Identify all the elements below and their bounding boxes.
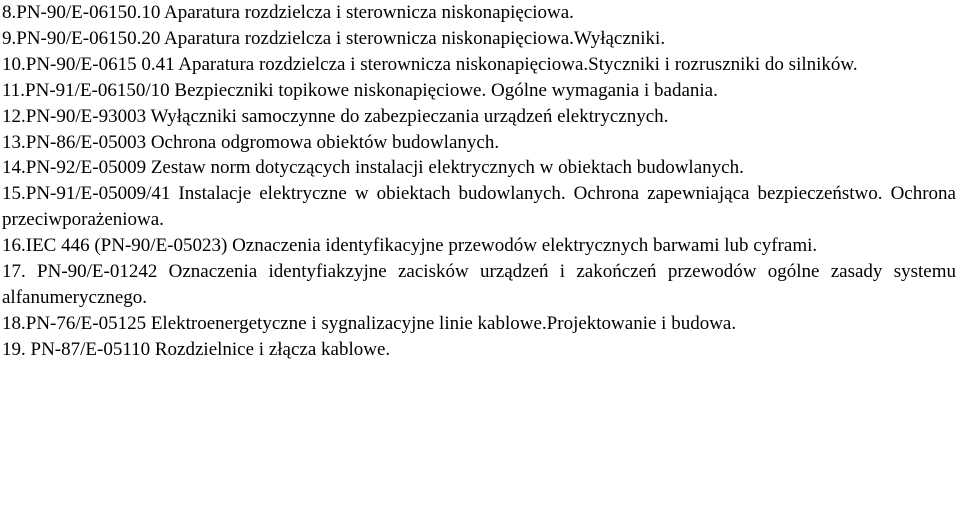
reference-item-10: 10.PN-90/E-0615 0.41 Aparatura rozdzielcza i sterownicza niskonapięciowa.Styczniki i rozruszniki do silników. [2,53,858,75]
reference-item-12: 12.PN-90/E-93003 Wyłączniki samoczynne do zabezpieczania urządzeń elektrycznych. [2,105,669,127]
reference-item-11: 11.PN-91/E-06150/10 Bezpieczniki topikowe niskonapięciowe. Ogólne wymagania i badania. [2,79,718,101]
reference-item-9: 9.PN-90/E-06150.20 Aparatura rozdzielcza i sterownicza niskonapięciowa.Wyłączniki. [2,27,666,49]
reference-item-13: 13.PN-86/E-05003 Ochrona odgromowa obiektów budowlanych. [2,131,500,153]
reference-item-18: 18.PN-76/E-05125 Elektroenergetyczne i sygnalizacyjne linie kablowe.Projektowanie i budowa. [2,312,737,334]
reference-item-16: 16.IEC 446 (PN-90/E-05023) Oznaczenia identyfikacyjne przewodów elektrycznych barwami lub cyframi. [2,235,818,257]
reference-item-15: 15.PN-91/E-05009/41 Instalacje elektryczne w obiektach budowlanych. Ochrona zapewniająca bezpieczeństwo. Ochrona przeciwporażeniowa. [2,183,956,231]
reference-item-14: 14.PN-92/E-05009 Zestaw norm dotyczących instalacji elektrycznych w obiektach budowlanych. [2,157,744,179]
standards-reference-list [2,0,956,363]
reference-item-8: 8.PN-90/E-06150.10 Aparatura rozdzielcza i sterownicza niskonapięciowa. [2,2,574,23]
reference-item-19: 19. PN-87/E-05110 Rozdzielnice i złącza kablowe. [2,338,391,360]
reference-item-17: 17. PN-90/E-01242 Oznaczenia identyfiakzyjne zacisków urządzeń i zakończeń przewodów ogólne zasady systemu alfanumerycznego. [2,261,956,308]
